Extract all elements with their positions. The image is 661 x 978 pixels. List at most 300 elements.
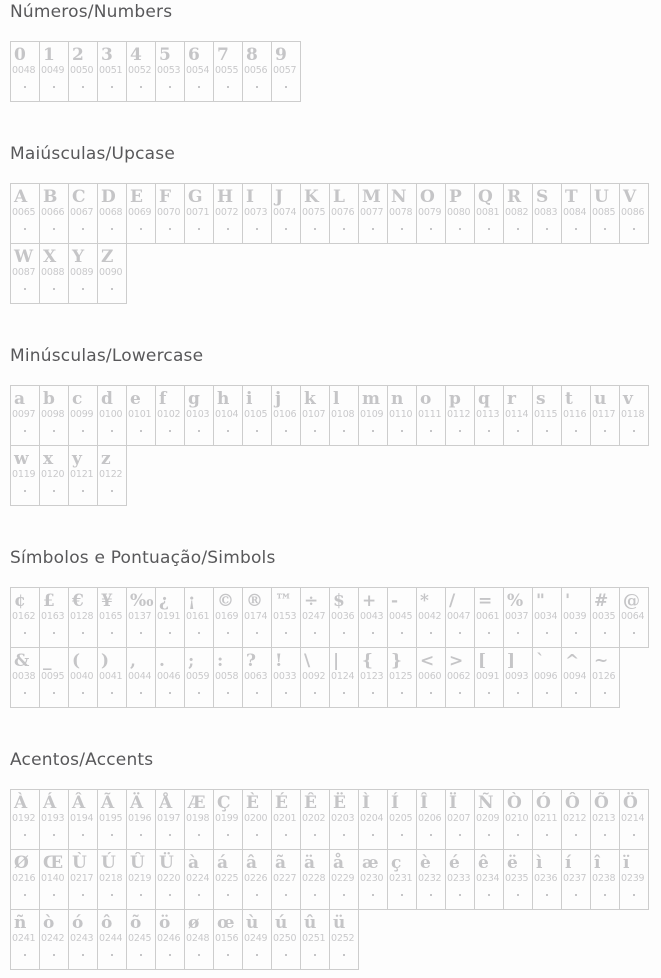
char-mini-preview	[446, 430, 474, 434]
char-cell	[97, 183, 127, 244]
char-code: 0078	[389, 207, 413, 218]
char-mini-preview	[214, 228, 242, 232]
char-mini-preview	[98, 228, 126, 232]
char-mini-preview	[69, 228, 97, 232]
mini-dot	[546, 430, 548, 432]
mini-dot	[575, 632, 577, 634]
char-mini-preview	[156, 86, 184, 90]
char-code: 0192	[12, 813, 36, 824]
char-glyph: A	[14, 187, 28, 207]
char-mini-preview	[69, 288, 97, 292]
char-code: 0088	[41, 267, 65, 278]
char-code: 0070	[157, 207, 181, 218]
char-mini-preview	[11, 894, 39, 898]
char-cell	[300, 385, 330, 446]
char-mini-preview	[504, 228, 532, 232]
char-mini-preview	[243, 430, 271, 434]
char-code: 0037	[505, 611, 529, 622]
char-mini-preview	[620, 430, 648, 434]
char-code: 0202	[302, 813, 326, 824]
mini-dot	[140, 430, 142, 432]
char-cell	[184, 41, 214, 102]
char-cell	[474, 183, 504, 244]
char-glyph: ë	[507, 853, 518, 873]
char-code: 0112	[447, 409, 471, 420]
mini-dot	[546, 894, 548, 896]
char-glyph: £	[43, 591, 55, 611]
mini-dot	[24, 430, 26, 432]
char-mini-preview	[98, 490, 126, 494]
char-code: 0074	[273, 207, 297, 218]
char-glyph: Â	[72, 793, 86, 813]
char-code: 0115	[534, 409, 558, 420]
char-glyph: $	[333, 591, 345, 611]
char-mini-preview	[417, 430, 445, 434]
char-cell	[97, 243, 127, 304]
char-glyph: M	[362, 187, 381, 207]
char-cell	[561, 587, 591, 648]
char-cell	[329, 587, 359, 648]
mini-dot	[633, 430, 635, 432]
char-cell	[39, 789, 69, 850]
mini-dot	[111, 894, 113, 896]
char-code: 0076	[331, 207, 355, 218]
char-code: 0118	[621, 409, 645, 420]
char-mini-preview	[11, 490, 39, 494]
char-code: 0119	[12, 469, 36, 480]
char-cell	[39, 385, 69, 446]
char-mini-preview	[533, 692, 561, 696]
char-cell	[10, 909, 40, 970]
char-cell	[39, 587, 69, 648]
char-glyph: Î	[420, 793, 428, 813]
char-cell	[619, 183, 649, 244]
char-mini-preview	[127, 228, 155, 232]
char-code: 0056	[244, 65, 268, 76]
char-cell	[387, 183, 417, 244]
char-cell	[416, 385, 446, 446]
char-cell	[184, 385, 214, 446]
char-glyph: "	[536, 591, 545, 611]
char-mini-preview	[475, 228, 503, 232]
char-glyph: ã	[275, 853, 287, 873]
char-code: 0224	[186, 873, 210, 884]
char-code: 0109	[360, 409, 384, 420]
char-code: 0042	[418, 611, 442, 622]
char-cell	[39, 41, 69, 102]
char-mini-preview	[243, 632, 271, 636]
char-cell	[271, 647, 301, 708]
mini-dot	[82, 692, 84, 694]
char-code: 0122	[99, 469, 123, 480]
mini-dot	[459, 228, 461, 230]
char-cell	[242, 789, 272, 850]
char-code: 0241	[12, 933, 36, 944]
char-cell	[242, 849, 272, 910]
char-mini-preview	[69, 490, 97, 494]
mini-dot	[82, 954, 84, 956]
char-glyph: \	[304, 651, 311, 671]
char-cell	[503, 647, 533, 708]
char-code: 0124	[331, 671, 355, 682]
char-mini-preview	[475, 692, 503, 696]
char-glyph: X	[43, 247, 57, 267]
char-glyph: h	[217, 389, 230, 409]
char-glyph: 6	[188, 45, 200, 65]
mini-dot	[314, 894, 316, 896]
section-title-lowercase: Minúsculas/Lowercase	[10, 346, 204, 366]
char-code: 0067	[70, 207, 94, 218]
char-glyph: p	[449, 389, 461, 409]
char-cell	[503, 385, 533, 446]
char-table-numbers	[10, 41, 661, 102]
mini-dot	[140, 86, 142, 88]
char-glyph: ï	[623, 853, 630, 873]
mini-dot	[256, 632, 258, 634]
char-mini-preview	[446, 632, 474, 636]
mini-dot	[430, 834, 432, 836]
char-mini-preview	[417, 894, 445, 898]
mini-dot	[24, 894, 26, 896]
char-mini-preview	[185, 430, 213, 434]
char-cell	[416, 647, 446, 708]
mini-dot	[198, 632, 200, 634]
mini-dot	[111, 430, 113, 432]
char-code: 0106	[273, 409, 297, 420]
char-code: 0234	[476, 873, 500, 884]
char-mini-preview	[243, 834, 271, 838]
char-code: 0046	[157, 671, 181, 682]
char-glyph: 5	[159, 45, 171, 65]
char-glyph: ò	[43, 913, 55, 933]
char-cell	[10, 789, 40, 850]
char-glyph: q	[478, 389, 490, 409]
char-glyph: Ü	[159, 853, 174, 873]
char-code: 0055	[215, 65, 239, 76]
char-glyph: .	[159, 651, 165, 671]
char-glyph: a	[14, 389, 26, 409]
char-code: 0238	[592, 873, 616, 884]
char-code: 0243	[70, 933, 94, 944]
char-mini-preview	[156, 834, 184, 838]
char-cell	[213, 789, 243, 850]
char-glyph: ¿	[159, 591, 169, 611]
char-code: 0071	[186, 207, 210, 218]
char-code: 0034	[534, 611, 558, 622]
char-mini-preview	[40, 228, 68, 232]
char-mini-preview	[591, 692, 619, 696]
char-cell	[68, 849, 98, 910]
mini-dot	[285, 228, 287, 230]
section-title-symbols: Símbolos e Pontuação/Simbols	[10, 548, 276, 568]
mini-dot	[604, 894, 606, 896]
char-cell	[242, 587, 272, 648]
char-cell	[155, 789, 185, 850]
char-code: 0217	[70, 873, 94, 884]
char-mini-preview	[620, 834, 648, 838]
char-cell	[300, 587, 330, 648]
char-mini-preview	[301, 632, 329, 636]
char-code: 0199	[215, 813, 239, 824]
char-cell	[416, 183, 446, 244]
char-glyph: Ñ	[478, 793, 494, 813]
char-cell	[126, 183, 156, 244]
mini-dot	[169, 430, 171, 432]
char-mini-preview	[359, 430, 387, 434]
char-glyph: Í	[391, 793, 399, 813]
char-glyph: Ù	[72, 853, 87, 873]
mini-dot	[372, 834, 374, 836]
char-mini-preview	[301, 430, 329, 434]
char-code: 0062	[447, 671, 471, 682]
char-code: 0225	[215, 873, 239, 884]
char-mini-preview	[127, 954, 155, 958]
mini-dot	[517, 894, 519, 896]
mini-dot	[488, 430, 490, 432]
char-row	[10, 41, 661, 102]
char-mini-preview	[330, 632, 358, 636]
mini-dot	[111, 490, 113, 492]
char-mini-preview	[40, 490, 68, 494]
char-cell	[126, 41, 156, 102]
mini-dot	[430, 894, 432, 896]
char-cell	[416, 789, 446, 850]
char-glyph: :	[217, 651, 224, 671]
char-mini-preview	[620, 228, 648, 232]
char-mini-preview	[243, 228, 271, 232]
mini-dot	[604, 834, 606, 836]
mini-dot	[169, 834, 171, 836]
char-cell	[68, 647, 98, 708]
char-cell	[155, 849, 185, 910]
char-mini-preview	[11, 288, 39, 292]
char-cell	[358, 183, 388, 244]
char-glyph: 1	[43, 45, 55, 65]
char-mini-preview	[98, 632, 126, 636]
char-mini-preview	[504, 834, 532, 838]
mini-dot	[82, 894, 84, 896]
char-glyph: )	[101, 651, 110, 671]
char-mini-preview	[98, 834, 126, 838]
mini-dot	[285, 894, 287, 896]
mini-dot	[24, 86, 26, 88]
char-cell	[474, 789, 504, 850]
char-code: 0105	[244, 409, 268, 420]
char-glyph: t	[565, 389, 573, 409]
mini-dot	[140, 834, 142, 836]
char-code: 0195	[99, 813, 123, 824]
char-glyph: í	[565, 853, 572, 873]
mini-dot	[546, 834, 548, 836]
char-cell	[474, 647, 504, 708]
char-code: 0247	[302, 611, 326, 622]
char-mini-preview	[40, 288, 68, 292]
char-cell	[271, 789, 301, 850]
mini-dot	[314, 692, 316, 694]
char-mini-preview	[301, 692, 329, 696]
mini-dot	[198, 86, 200, 88]
char-mini-preview	[127, 894, 155, 898]
char-code: 0079	[418, 207, 442, 218]
char-mini-preview	[40, 692, 68, 696]
mini-dot	[198, 228, 200, 230]
char-code: 0165	[99, 611, 123, 622]
char-cell	[474, 849, 504, 910]
char-code: 0123	[360, 671, 384, 682]
mini-dot	[256, 692, 258, 694]
char-cell	[39, 909, 69, 970]
char-code: 0047	[447, 611, 471, 622]
char-glyph: g	[188, 389, 200, 409]
char-code: 0161	[186, 611, 210, 622]
char-glyph: Œ	[43, 853, 64, 873]
char-code: 0103	[186, 409, 210, 420]
char-code: 0126	[592, 671, 616, 682]
char-glyph: ©	[217, 591, 234, 611]
font-character-map-page	[10, 2, 661, 970]
char-cell	[68, 587, 98, 648]
char-mini-preview	[504, 632, 532, 636]
mini-dot	[198, 692, 200, 694]
char-mini-preview	[562, 632, 590, 636]
char-cell	[619, 587, 649, 648]
char-cell	[10, 243, 40, 304]
char-code: 0153	[273, 611, 297, 622]
mini-dot	[285, 632, 287, 634]
char-code: 0102	[157, 409, 181, 420]
char-code: 0213	[592, 813, 616, 824]
char-glyph: ?	[246, 651, 256, 671]
char-mini-preview	[475, 632, 503, 636]
char-glyph: S	[536, 187, 549, 207]
mini-dot	[111, 86, 113, 88]
char-mini-preview	[214, 894, 242, 898]
char-glyph: à	[188, 853, 200, 873]
mini-dot	[256, 954, 258, 956]
char-glyph: 4	[130, 45, 142, 65]
char-code: 0098	[41, 409, 65, 420]
mini-dot	[633, 834, 635, 836]
char-cell	[126, 385, 156, 446]
char-mini-preview	[388, 894, 416, 898]
char-glyph: }	[391, 651, 402, 671]
char-mini-preview	[11, 632, 39, 636]
char-mini-preview	[504, 692, 532, 696]
char-glyph: ú	[275, 913, 288, 933]
char-code: 0089	[70, 267, 94, 278]
char-mini-preview	[40, 834, 68, 838]
mini-dot	[140, 894, 142, 896]
mini-dot	[314, 228, 316, 230]
char-cell	[155, 183, 185, 244]
char-cell	[532, 587, 562, 648]
char-cell	[590, 647, 620, 708]
char-code: 0209	[476, 813, 500, 824]
char-mini-preview	[330, 894, 358, 898]
char-code: 0206	[418, 813, 442, 824]
char-mini-preview	[562, 430, 590, 434]
char-mini-preview	[504, 894, 532, 898]
char-mini-preview	[69, 894, 97, 898]
char-mini-preview	[446, 894, 474, 898]
mini-dot	[488, 692, 490, 694]
char-glyph: [	[478, 651, 487, 671]
mini-dot	[343, 894, 345, 896]
char-glyph: G	[188, 187, 203, 207]
char-glyph: ¢	[14, 591, 26, 611]
mini-dot	[401, 228, 403, 230]
char-cell	[242, 183, 272, 244]
char-mini-preview	[475, 834, 503, 838]
char-code: 0065	[12, 207, 36, 218]
mini-dot	[24, 490, 26, 492]
char-cell	[10, 385, 40, 446]
char-glyph: Á	[43, 793, 57, 813]
char-cell	[126, 789, 156, 850]
char-cell	[155, 909, 185, 970]
char-code: 0075	[302, 207, 326, 218]
mini-dot	[314, 834, 316, 836]
char-code: 0242	[41, 933, 65, 944]
char-glyph: î	[594, 853, 601, 873]
mini-dot	[227, 632, 229, 634]
char-cell	[561, 647, 591, 708]
char-mini-preview	[330, 834, 358, 838]
char-cell	[271, 385, 301, 446]
mini-dot	[256, 834, 258, 836]
mini-dot	[24, 288, 26, 290]
char-cell	[10, 183, 40, 244]
char-mini-preview	[156, 692, 184, 696]
char-code: 0100	[99, 409, 123, 420]
char-glyph: 9	[275, 45, 287, 65]
mini-dot	[24, 632, 26, 634]
char-code: 0163	[41, 611, 65, 622]
char-code: 0235	[505, 873, 529, 884]
char-code: 0212	[563, 813, 587, 824]
section-symbols	[10, 548, 661, 708]
char-mini-preview	[562, 692, 590, 696]
char-code: 0038	[12, 671, 36, 682]
char-glyph: ‰	[130, 591, 154, 611]
char-glyph: ,	[130, 651, 136, 671]
char-cell	[619, 385, 649, 446]
mini-dot	[372, 228, 374, 230]
char-glyph: n	[391, 389, 404, 409]
char-cell	[503, 849, 533, 910]
char-glyph: ç	[391, 853, 402, 873]
char-cell	[10, 587, 40, 648]
char-code: 0220	[157, 873, 181, 884]
char-mini-preview	[359, 632, 387, 636]
char-glyph: Û	[130, 853, 145, 873]
char-mini-preview	[591, 894, 619, 898]
char-mini-preview	[11, 228, 39, 232]
char-code: 0099	[70, 409, 94, 420]
char-glyph: Ê	[304, 793, 317, 813]
char-mini-preview	[243, 894, 271, 898]
char-code: 0072	[215, 207, 239, 218]
char-mini-preview	[69, 954, 97, 958]
char-glyph: /	[449, 591, 456, 611]
mini-dot	[633, 632, 635, 634]
char-cell	[387, 849, 417, 910]
char-code: 0232	[418, 873, 442, 884]
char-code: 0114	[505, 409, 529, 420]
char-code: 0048	[12, 65, 36, 76]
char-cell	[126, 647, 156, 708]
char-glyph: k	[304, 389, 316, 409]
